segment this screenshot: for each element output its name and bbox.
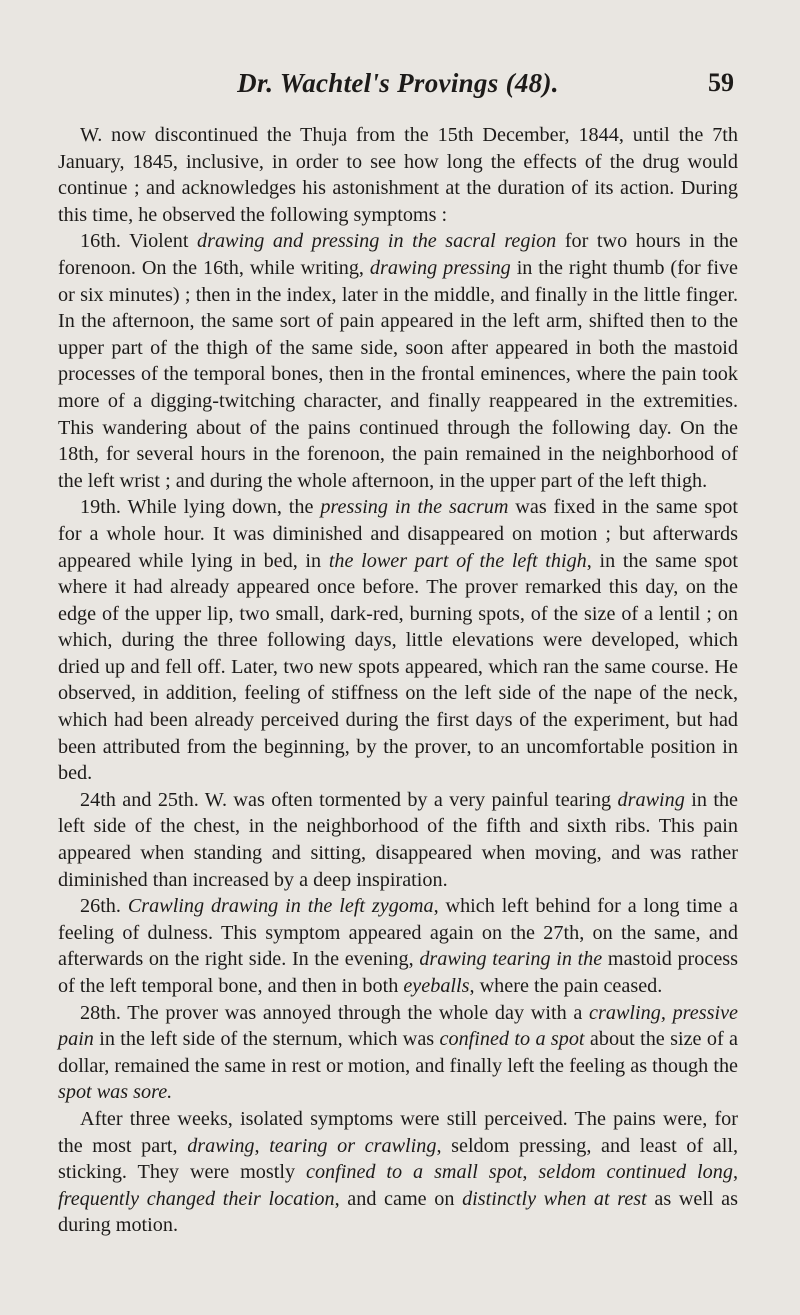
italic-run: the lower part of the left thigh: [328, 549, 587, 572]
paragraph: [58, 787, 738, 893]
italic-run: crawling, pressive pain: [58, 1001, 738, 1051]
text-run: , in the same spot where it had already appeared once before. The prover remarked this day, on the edge of the upper lip, two small, dark-red, burning spots, of the size of a lentil ; on which, during the three following days, little elevations were developed, which dried up and fell off. Later, two new spots appeared, which ran the same course. He observed, in addition, feeling of stiffness on the left side of the nape of the neck, which had been already perceived during the first days of the experiment, but had been attributed from the beginning, by the prover, to an uncomfortable position in bed.: [58, 549, 739, 785]
italic-run: confined to a small spot: [305, 1161, 523, 1184]
italic-run: pressing in the sacrum: [320, 496, 509, 519]
italic-run: drawing: [187, 1134, 255, 1157]
text-run: ,: [254, 1134, 270, 1157]
paragraph: [58, 494, 738, 787]
text-run: 24th and 25th. W. was often tormented by a very painful tearing: [80, 788, 618, 811]
body-text: [58, 122, 738, 1239]
text-run: in the right thumb (for five or six minutes) ; then in the index, later in the middle, and finally in the little finger. In the afternoon, the same sort of pain appeared in the left arm, shifted then to the upper part of the thigh of the same side, soon after appeared in both the mastoid processes of the temporal bones, then in the frontal eminences, where the pain took more of a digging-twitching character, and finally reappeared in the extremities. This wandering about of the pains continued through the following day. On the 18th, for several hours in the forenoon, the pain remained in the neighborhood of the left wrist ; and during the whole afternoon, in the upper part of the left thigh.: [58, 256, 738, 492]
paragraph: [58, 893, 738, 999]
italic-run: tearing or crawling: [269, 1134, 437, 1157]
page-number: 59: [708, 68, 734, 97]
italic-run: eyeballs: [403, 975, 470, 997]
italic-run: drawing and pressing in the sacral region: [197, 230, 557, 253]
text-run: After three weeks, isolated symptoms were still perceived. The pains were, for the most part,: [58, 1107, 738, 1157]
italic-run: drawing tearing in the: [419, 948, 603, 971]
text-run: mastoid process of the left temporal bone, and then in both: [58, 948, 738, 997]
text-run: , where the pain ceased.: [469, 975, 663, 997]
text-run: ,: [522, 1161, 539, 1184]
italic-run: drawing: [617, 788, 685, 811]
text-run: in the left side of the chest, in the neighborhood of the fifth and sixth ribs. This pain appeared when standing and sitting, disappeared when moving, and was rather diminished than increased by a deep inspiration.: [58, 788, 738, 891]
text-run: W. now discontinued the Thuja from the 15th December, 1844, until the 7th January, 1845, inclusive, in order to see how long the effects of the drug would continue ; and acknowledges his astonishment at the duration of its action. During this time, he observed the following symptoms :: [58, 124, 738, 226]
text-run: for two hours in the forenoon. On the 16th, while writing,: [58, 230, 739, 279]
paragraph: [58, 1106, 738, 1239]
text-run: 28th. The prover was annoyed through the whole day with a: [80, 1001, 590, 1024]
text-run: , which left behind for a long time a feeling of dulness. This symptom appeared again on the 27th, on the same, and afterwards on the right side. In the evening,: [58, 895, 738, 971]
text-run: was fixed in the same spot for a whole hour. It was diminished and disappeared on motion ; but afterwards appeared while lying in bed, in: [58, 496, 739, 572]
text-run: 16th. Violent: [80, 230, 197, 253]
italic-run: drawing pressing: [369, 256, 511, 279]
italic-run: confined to a spot: [439, 1028, 585, 1051]
running-title: Dr. Wachtel's Provings (48).: [237, 68, 559, 98]
paragraph: [58, 1000, 738, 1106]
text-run: ,: [732, 1161, 738, 1184]
italic-run: frequently changed their location: [58, 1187, 335, 1210]
italic-run: seldom continued long: [538, 1161, 733, 1184]
paragraph: [58, 122, 738, 228]
text-run: , and came on: [334, 1187, 463, 1210]
italic-run: distinctly when at rest: [462, 1187, 647, 1210]
text-run: about the size of a dollar, remained the same in rest or motion, and finally left the feeling as though the: [58, 1028, 738, 1077]
text-run: 19th. While lying down, the: [80, 496, 321, 519]
text-run: 26th.: [80, 895, 128, 918]
paragraph: [58, 228, 738, 494]
text-run: in the left side of the sternum, which was: [93, 1028, 440, 1051]
text-run: as well as during motion.: [58, 1187, 739, 1237]
italic-run: Crawling drawing in the left zygoma: [127, 895, 434, 918]
italic-run: spot was sore.: [58, 1081, 173, 1104]
text-run: , seldom pressing, and least of all, sticking. They were mostly: [58, 1134, 739, 1184]
page-header: [58, 68, 738, 108]
